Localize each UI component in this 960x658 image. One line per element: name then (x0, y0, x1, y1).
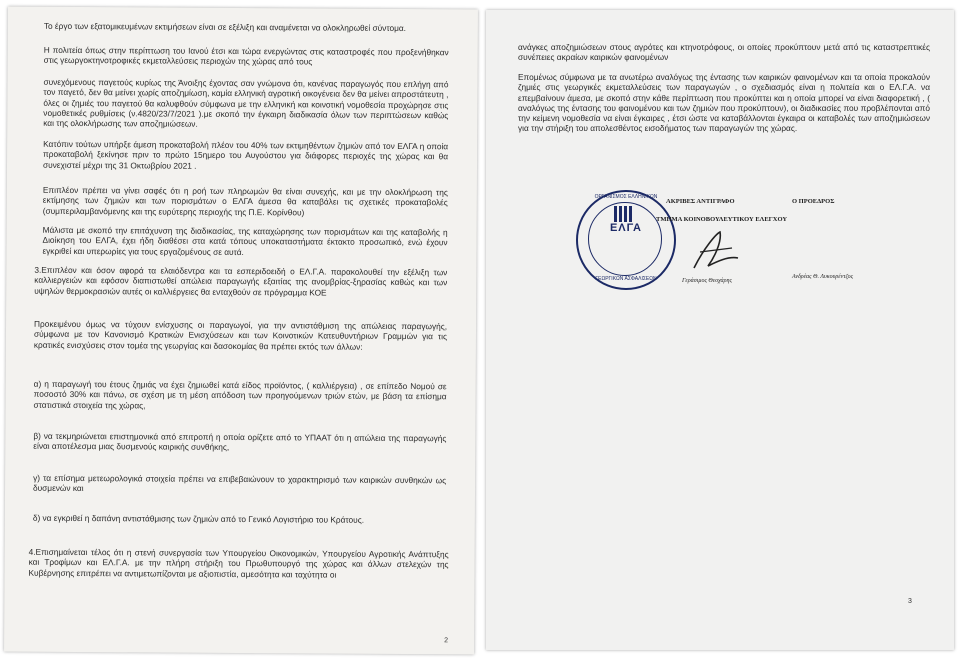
paragraph: β) να τεκμηριώνεται επιστημονικά από επιτροπή η οποία ορίζετε από το ΥΠΑΑΤ ότι η απώλεια της παραγωγής είναι αποτέλεσμα μιας δυσμενούς καιρικής συνθήκης, (33, 430, 447, 453)
document-page-2 (4, 7, 478, 655)
paragraph: Επομένως σύμφωνα με τα ανωτέρω αναλόγως της έντασης των καιρικών φαινομένων και τα οποία προκαλούν ζημιές στις γεωργικές εκμεταλλεύσεις των παραγωγών , ο σχεδιασμός είναι η πολιτεία και ο ΕΛ.Γ.Α. να επεμβαίνουν άμεσα, με σκοπό στην κάθε περίπτωση που προκύπτει και η οποία μπορεί να είναι διαφορετική , ( αναλόγως της έντασης του φαινομένου και των ζημιών που προκύπτουν), οι διαδικασίες που προβλέπονται από την κείμενη νομοθεσία να είναι έγκαιρες , έτσι ώστε να καταβάλλονται έγκαιρα οι καταβολές των αποζημιώσεων για την στήριξη του απολεσθέντος εισοδήματος των παραγωγών της χώρας. (518, 72, 930, 134)
elga-stamp: ΕΛΓΑ ΟΡΓΑΝΙΣΜΟΣ ΕΛΛΗΝΙΚΩΝ ΓΕΩΡΓΙΚΩΝ ΑΣΦΑΛΙΣΕΩΝ (576, 190, 676, 290)
paragraph: 3.Επιπλέον και όσον αφορά τα ελαιόδεντρα και τα εσπεριδοειδή ο ΕΛ.Γ.Α. παρακολουθεί την εξέλιξη των καλλιεργειών και εφόσον διαπιστωθεί απώλεια παραγωγής εξαιτίας της ανομβρίας-ξηρασίας καθώς και των υψηλών θερμοκρασιών αυτές οι καλλιέργειες θα ενταχθούν σε πρόγραμμα ΚΟΕ (34, 264, 448, 298)
paragraph: Προκειμένου όμως να τύχουν ενίσχυσης οι παραγωγοί, για την αντιστάθμιση της απώλειας παραγωγής, σύμφωνα με τον Κανονισμό Κρατικών Ενισχύσεων και των Κοινοτικών Κατευθυντήριων Γραμμών για τις κρατικές ενισχύσεις στον τομέα της γεωργίας και δασοκομίας θα πρέπει εκτός των άλλων: (33, 318, 448, 352)
president-label: Ο ΠΡΟΕΔΡΟΣ (792, 198, 835, 205)
paragraph: δ) να εγκριθεί η δαπάνη αντιστάθμισης των ζημιών από το Γενικό Λογιστήριο του Κράτους. (32, 512, 365, 525)
document-page-3 (486, 10, 954, 650)
paragraph: Μάλιστα με σκοπό την επιτάχυνση της διαδικασίας, της καταχώρησης των πορισμάτων και της καταβολής η Διοίκηση του ΕΛΓΑ, έχει ήδη διαθέσει στα κατά τόπους υποκαταστήματα έκτακτο προσωπικό, ενώ έχουν εγκριθεί και υπερωρίες για τους εργαζομένους σε αυτά. (42, 224, 448, 257)
page-number: 3 (908, 598, 912, 605)
paragraph: ανάγκες αποζημιώσεων στους αγρότες και κτηνοτρόφους, οι οποίες προκύπτουν μετά από τις καταστρεπτικές συνέπειες ακραίων καιρικών φαινομένων (518, 42, 930, 63)
signer-name-left: Γεράσιμος Θεοχάρης (682, 278, 732, 284)
paragraph: Επιπλέον πρέπει να γίνει σαφές ότι η ροή των πληρωμών θα είναι συνεχής, και με την ολοκλήρωση της εκτίμησης των ζημιών και των πορισμάτων ο ΕΛΓΑ άμεσα θα καταβάλει τις σχετικές προκαταβολές (συμπεριλαμβανόμενης και της ευρύτερης περιοχής της Π.Ε. Κορίνθου) (42, 184, 448, 217)
paragraph: γ) τα επίσημα μετεωρολογικά στοιχεία πρέπει να επιβεβαιώνουν το χαρακτηρισμό των καιρικών συνθηκών ως δυσμενών και (33, 472, 447, 494)
department-label: ΤΜΗΜΑ ΚΟΙΝΟΒΟΥΛΕΥΤΙΚΟΥ ΕΛΕΓΧΟΥ (656, 216, 788, 223)
copy-label: ΑΚΡΙΒΕΣ ΑΝΤΙΓΡΑΦΟ (666, 198, 735, 205)
paragraph: α) η παραγωγή του έτους ζημιάς να έχει ζημιωθεί κατά είδος προϊόντος, ( καλλιέργεια) , σε επίπεδο Νομού σε ποσοστό 30% και πάνω, σε σχέση με τη μέση απόδοση των προηγούμενων τριών ετών, με βάση τα επίσημα στατιστικά στοιχεία της χώρας, (33, 378, 447, 411)
paragraph: Η πολιτεία όπως στην περίπτωση του Ιανού έτσι και τώρα ενεργώντας στις καταστροφές που προξενήθηκαν στις γεωργοκτηνοτροφικές εκμεταλλεύσεις περιοχών της χώρας από τους (43, 44, 449, 67)
page-number: 2 (444, 637, 449, 645)
president-name: Ανδρέας Θ. Λυκουρέντζος (792, 274, 854, 280)
paragraph: Το έργο των εξατομικευμένων εκτιμήσεων είναι σε εξέλιξη και αναμένεται να ολοκληρωθεί σύντομα. (43, 20, 407, 34)
paragraph: Κατόπιν τούτων υπήρξε άμεση προκαταβολή πλέον του 40% των εκτιμηθέντων ζημιών από τον ΕΛΓΑ η οποία προκαταβολή ξεκίνησε πριν το πρώτο 15ημερο του Αυγούστου για διάφορες περιοχές της χώρας και θα συνεχιστεί μέχρι της 31 Οκτωβρίου 2021 . (42, 138, 449, 171)
elga-logo-icon (614, 206, 638, 222)
signature-mark (686, 228, 746, 274)
paragraph: συνεχόμενους παγετούς κυρίως της Άνοιξης έχοντας σαν γνώμονα ότι, κανένας παραγωγός που επλήγη από τον παγετό, δεν θα μείνει χωρίς αποζημίωση, καμία ελληνική αγροτική οικογένεια δεν θα μείνει απροστάτευτη , όλες οι ζημιές του παγετού θα καλυφθούν σύμφωνα με την ελληνική και κοινοτική νομοθεσία προχώρησε στις νομοθετικές ρυθμίσεις (ν.4820/23/7/2021 ).με σκοπό την έγκαιρη διαδικασία όλων των περιπτώσεων καθώς και της ολοκλήρωσης των αποζημιώσεων. (43, 76, 449, 129)
paragraph: 4.Επισημαίνεται τέλος ότι η στενή συνεργασία των Υπουργείου Οικονομικών, Υπουργείου Αγροτικής Ανάπτυξης και Τροφίμων και ΕΛ.Γ.Α. με την πλήρη στήριξη του Πρωθυπουργό της χώρας και άλλων στελεχών της Κυβέρνησης επιτρέπει να αντιμετωπίζονται με αξιοπιστία, αμεσότητα και ταχύτητα οι (28, 546, 449, 580)
